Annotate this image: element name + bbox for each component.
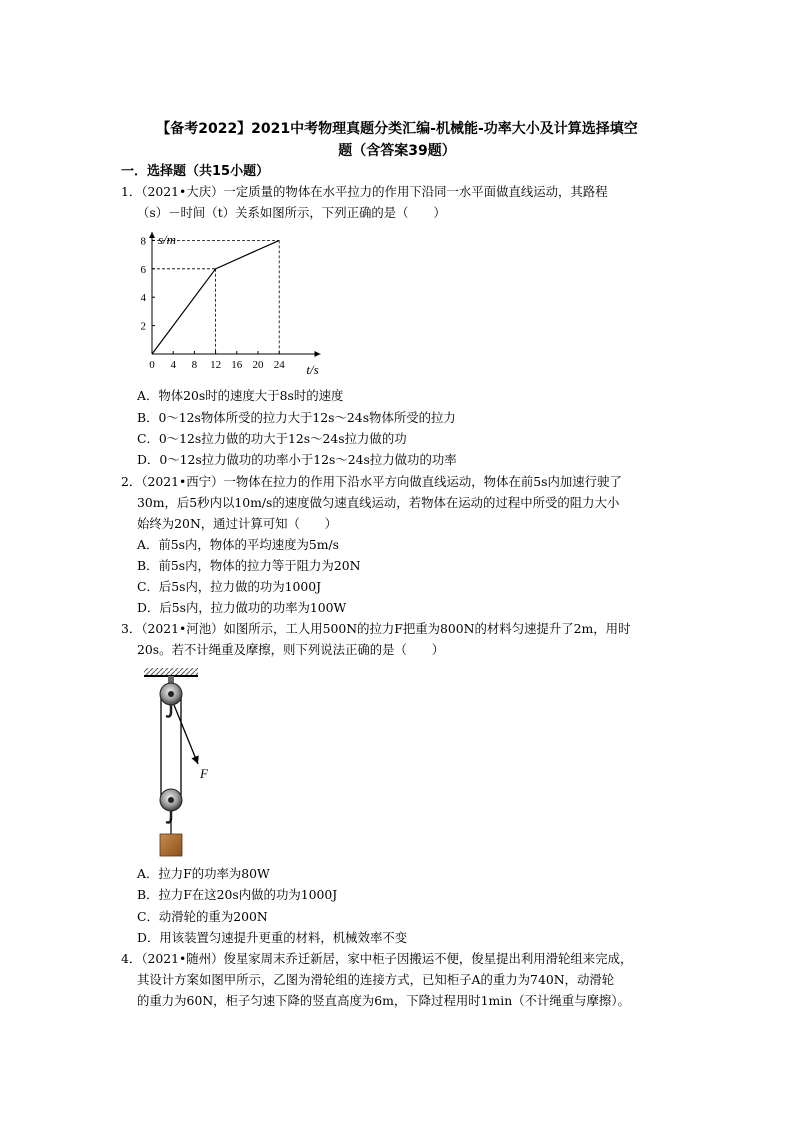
x-tick-label: 12: [210, 359, 222, 371]
q1-line-2: （s）－时间（t）关系如图所示，下列正确的是（ ）: [137, 205, 446, 220]
q1-option-c: C．0～12s拉力做的功大于12s～24s拉力做的功: [137, 431, 407, 446]
movable-pulley-axle: [168, 797, 174, 803]
q3-option-a: A．拉力F的功率为80W: [137, 866, 270, 881]
q2-line-3: 始终为20N，通过计算可知（ ）: [137, 516, 338, 531]
x-tick-label: 0: [149, 359, 155, 371]
y-tick-label: 4: [140, 292, 146, 305]
fixed-pulley-hook: [166, 705, 171, 717]
q2-line-2: 30m，后5秒内以10m/s的速度做匀速直线运动，若物体在运动的过程中所受的阻力大小: [137, 495, 620, 510]
force-label: F: [200, 766, 208, 781]
q2-line-1: 2．（2021•西宁）一物体在拉力的作用下沿水平方向做直线运动，物体在前5s内加速行驶了: [121, 474, 622, 489]
section-heading: 一．选择题（共15小题）: [121, 164, 270, 179]
pulley-diagram: [140, 666, 230, 862]
x-axis-label: t/s: [306, 362, 319, 377]
y-axis-label: s/m: [158, 232, 177, 247]
y-tick-label: 8: [140, 235, 146, 248]
q3-option-b: B．拉力F在这20s内做的功为1000J: [137, 887, 338, 902]
q3-option-d: D．用该装置匀速提升更重的材料，机械效率不变: [137, 930, 408, 945]
q3-option-c: C．动滑轮的重为200N: [137, 909, 268, 924]
document-title: [100, 118, 694, 162]
q1-line-1: 1．（2021•大庆）一定质量的物体在水平拉力的作用下沿同一水平面做直线运动，其路程: [121, 184, 608, 199]
q3-line-1: 3．（2021•河池）如图所示，工人用500N的拉力F把重为800N的材料匀速提升了2m，用时: [121, 621, 631, 636]
q4-line-1: 4．（2021•随州）俊星家周末乔迁新居，家中柜子因搬运不便，俊星提出利用滑轮组来完成，: [121, 951, 633, 966]
x-tick-label: 8: [191, 359, 198, 371]
q1-option-b: B．0～12s物体所受的拉力大于12s～24s物体所受的拉力: [137, 410, 456, 425]
ceiling-hatch: [144, 668, 198, 676]
q4-line-3: 的重力为60N，柜子匀速下降的竖直高度为6m，下降过程用时1min（不计绳重与摩擦）。: [137, 993, 630, 1008]
movable-pulley-hook: [166, 811, 171, 823]
x-tick-label: 24: [273, 359, 285, 371]
st-graph: [130, 224, 330, 384]
x-tick-label: 4: [170, 359, 176, 371]
x-tick-label: 16: [231, 359, 243, 371]
fixed-pulley-axle: [168, 691, 174, 697]
y-tick-label: 6: [140, 263, 146, 276]
title-line-2: 题（含答案39题）: [338, 143, 456, 159]
q1-option-d: D．0～12s拉力做功的功率小于12s～24s拉力做功的功率: [137, 452, 457, 467]
q2-option-b: B．前5s内，物体的拉力等于阻力为20N: [137, 558, 361, 573]
series-line: [152, 240, 279, 354]
q3-line-2: 20s。若不计绳重及摩擦，则下列说法正确的是（ ）: [137, 642, 445, 657]
q2-option-d: D．后5s内，拉力做功的功率为100W: [137, 600, 347, 615]
y-tick-label: 2: [140, 320, 146, 333]
pull-rope: [174, 705, 198, 764]
q2-option-a: A．前5s内，物体的平均速度为5m/s: [137, 537, 340, 552]
q1-option-a: A．物体20s时的速度大于8s时的速度: [137, 388, 344, 403]
q4-line-2: 其设计方案如图甲所示，乙图为滑轮组的连接方式，已知柜子A的重力为740N，动滑轮: [137, 972, 615, 987]
load-block: [160, 834, 182, 856]
title-line-1: 【备考2022】2021中考物理真题分类汇编-机械能-功率大小及计算选择填空: [156, 121, 638, 137]
x-tick-label: 20: [252, 359, 264, 371]
q2-option-c: C．后5s内，拉力做的功为1000J: [137, 579, 322, 594]
